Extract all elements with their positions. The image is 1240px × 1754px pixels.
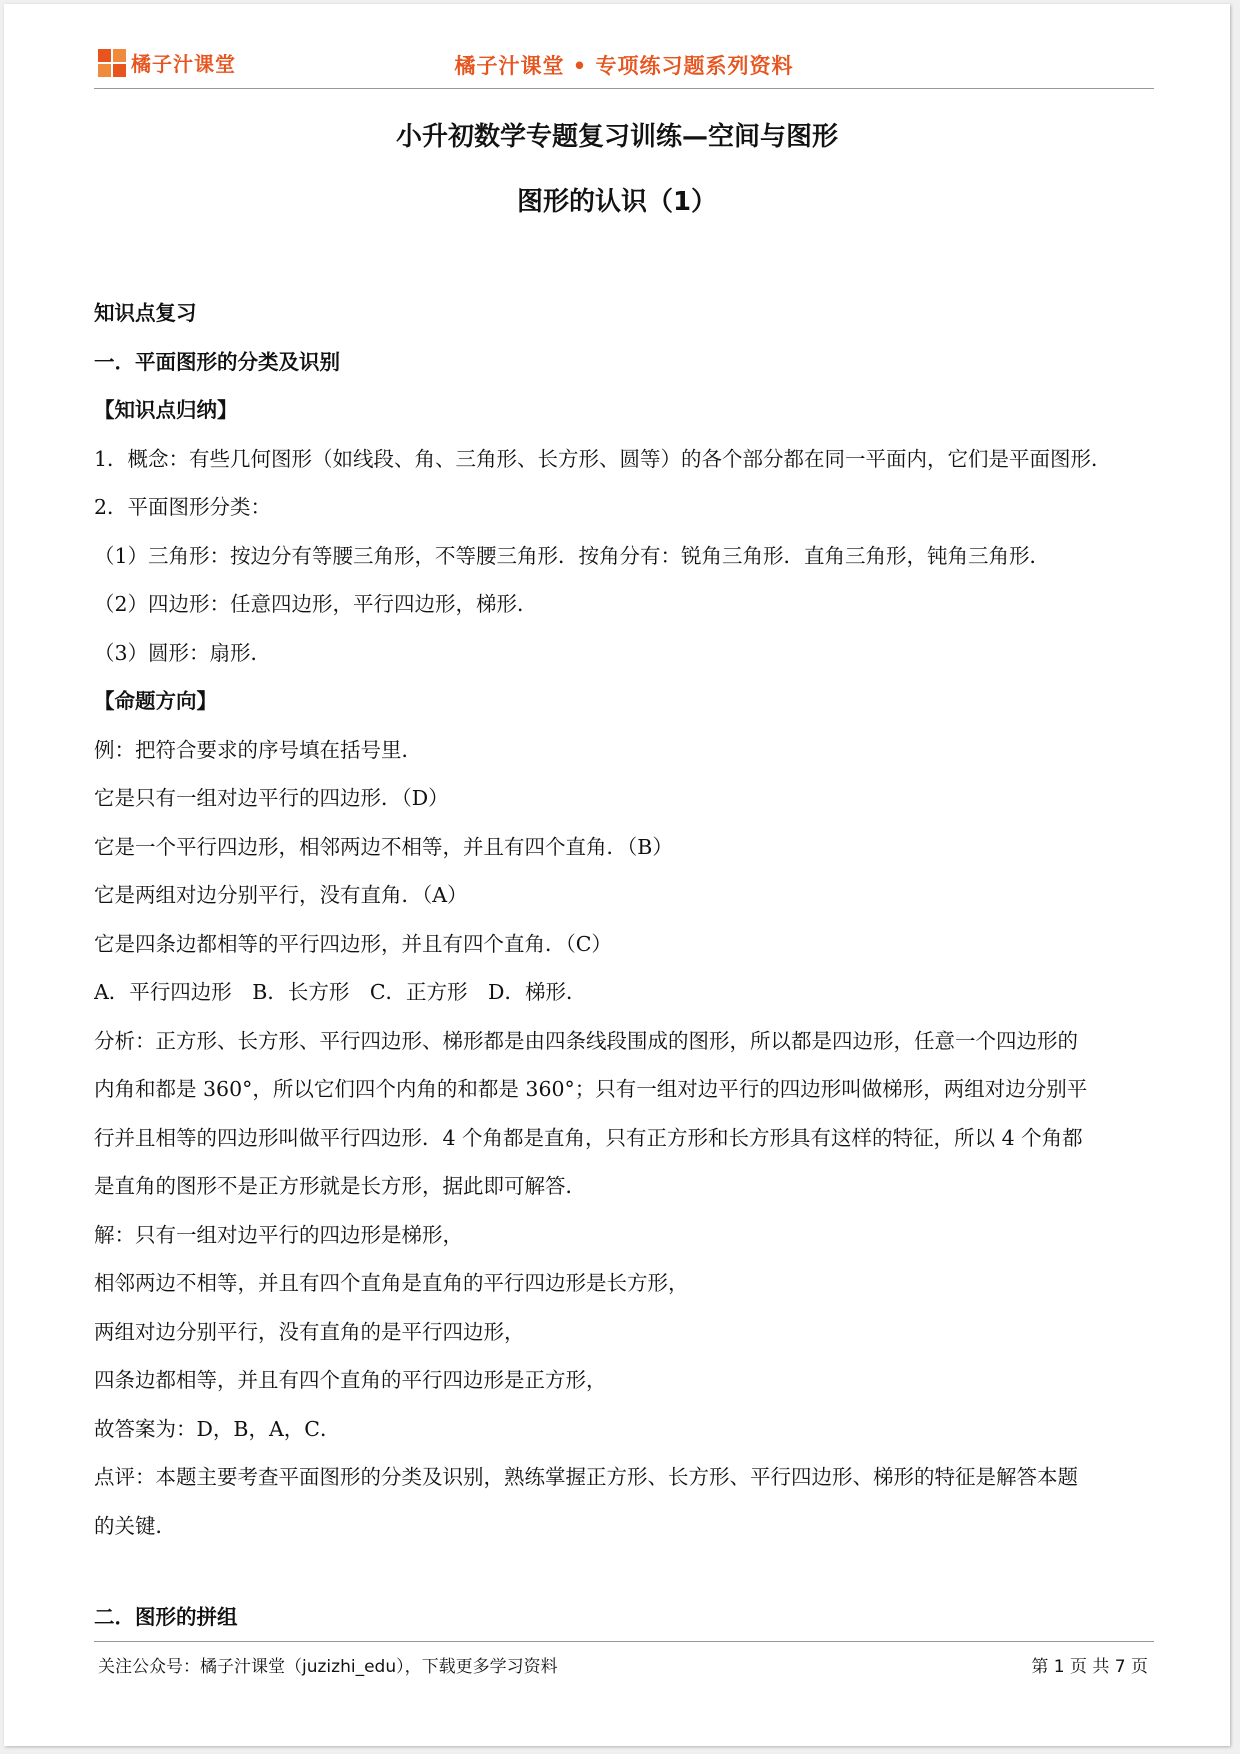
- analysis-line-2: 内角和都是 360°，所以它们四个内角的和都是 360°；只有一组对边平行的四边形叫做梯形，两组对边分别平: [94, 1077, 1088, 1101]
- logo-text: 橘子汁课堂: [131, 52, 236, 76]
- header-title: 橘子汁课堂 • 专项练习题系列资料: [454, 54, 794, 78]
- analysis-line-3: 行并且相等的四边形叫做平行四边形．4 个角都是直角，只有正方形和长方形具有这样的特征，所以 4 个角都: [94, 1125, 1083, 1150]
- classify-item-3: （3）圆形：扇形．: [94, 640, 272, 665]
- part2-heading: 二．图形的拼组: [94, 1605, 238, 1629]
- solution-line-3: 两组对边分别平行，没有直角的是平行四边形，: [94, 1319, 525, 1344]
- document-page: [4, 4, 1230, 1746]
- answer-options: A．平行四边形 B．长方形 C．正方形 D．梯形．: [94, 980, 587, 1004]
- document-subtitle: 图形的认识（1）: [516, 187, 718, 217]
- concept-text: 1．概念：有些几何图形（如线段、角、三角形、长方形、圆等）的各个部分都在同一平面内，它们是平面图形．: [94, 446, 1112, 471]
- footer-note: 关注公众号：橘子汁课堂（juzizhi_edu），下载更多学习资料: [98, 1657, 558, 1677]
- analysis-line-1: 分析：正方形、长方形、平行四边形、梯形都是由四条线段围成的图形，所以都是四边形，任意一个四边形的: [94, 1028, 1078, 1053]
- comment-line-1: 点评：本题主要考查平面图形的分类及识别，熟练掌握正方形、长方形、平行四边形、梯形的特征是解答本题: [94, 1465, 1078, 1489]
- document-title: 小升初数学专题复习训练—空间与图形: [395, 122, 838, 152]
- classify-text: 2．平面图形分类：: [94, 495, 272, 519]
- page-header: [94, 44, 1154, 89]
- solution-line-4: 四条边都相等，并且有四个直角的平行四边形是正方形，: [94, 1368, 607, 1392]
- classify-item-1: （1）三角形：按边分有等腰三角形，不等腰三角形．按角分有：锐角三角形．直角三角形，钝角三角形．: [94, 543, 1051, 568]
- direction-heading: 【命题方向】: [94, 689, 217, 713]
- comment-line-2: 的关键．: [94, 1513, 176, 1538]
- page-number: 第 1 页 共 7 页: [1031, 1657, 1148, 1677]
- example-question-3: 它是两组对边分别平行，没有直角．（A）: [94, 883, 468, 907]
- part1-heading: 一．平面图形的分类及识别: [94, 349, 340, 374]
- answer-line: 故答案为：D，B，A，C．: [94, 1416, 341, 1441]
- solution-line-1: 解：只有一组对边平行的四边形是梯形，: [94, 1222, 463, 1247]
- example-question-2: 它是一个平行四边形，相邻两边不相等，并且有四个直角．（B）: [94, 834, 673, 859]
- example-question-1: 它是只有一组对边平行的四边形．（D）: [94, 786, 449, 810]
- example-intro: 例：把符合要求的序号填在括号里．: [94, 737, 422, 762]
- example-question-4: 它是四条边都相等的平行四边形，并且有四个直角．（C）: [94, 931, 612, 956]
- analysis-line-4: 是直角的图形不是正方形就是长方形，据此即可解答．: [94, 1174, 586, 1198]
- summary-heading: 【知识点归纳】: [94, 398, 238, 422]
- classify-item-2: （2）四边形：任意四边形，平行四边形，梯形．: [94, 592, 538, 616]
- solution-line-2: 相邻两边不相等，并且有四个直角是直角的平行四边形是长方形，: [94, 1271, 689, 1295]
- section-heading: 知识点复习: [94, 301, 197, 325]
- document-body: [94, 289, 1154, 1642]
- page-footer: [94, 1641, 1154, 1677]
